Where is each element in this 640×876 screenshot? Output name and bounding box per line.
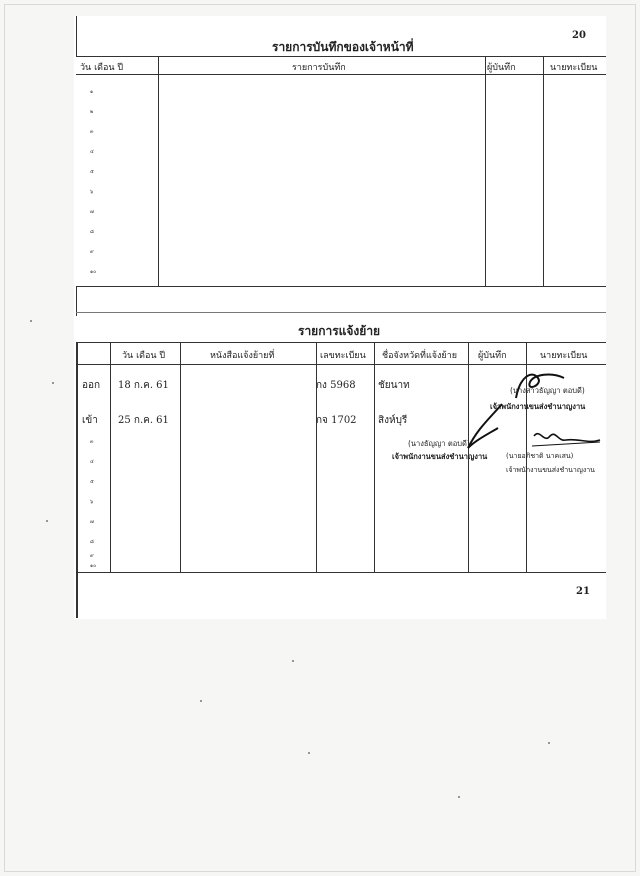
header-province: ชื่อจังหวัดที่แจ้งย้าย: [382, 351, 458, 361]
header-record: รายการบันทึก: [292, 63, 346, 73]
header-registrar: นายทะเบียน: [550, 63, 598, 73]
bottom-row-number: ๔: [90, 459, 94, 465]
left-border-top: [76, 16, 77, 56]
page-number-bottom: 21: [576, 586, 590, 597]
top-header-bottom-line: [76, 74, 606, 75]
top-row-number: ๗: [90, 209, 94, 215]
top-row-number: ๖: [90, 189, 94, 195]
top-row-number: ๑๐: [90, 269, 97, 275]
header-recorder-bottom: ผู้บันทึก: [478, 351, 507, 361]
header-transfer-doc: หนังสือแจ้งย้ายที่: [210, 351, 275, 361]
bottom-col-line-3: [316, 342, 317, 572]
top-row-number: ๙: [90, 249, 94, 255]
bottom-row-number: ๖: [90, 499, 94, 505]
bottom-row-number: ๘: [90, 539, 94, 545]
scan-speck: [46, 520, 48, 522]
top-row-number: ๘: [90, 229, 94, 235]
signature-1-title: เจ้าพนักงานขนส่งชำนาญงาน: [490, 402, 586, 411]
header-recorder: ผู้บันทึก: [487, 63, 516, 73]
signature-scribble-3: [528, 426, 604, 452]
header-plate: เลขทะเบียน: [320, 351, 366, 361]
scan-speck: [30, 320, 32, 322]
signature-2-name: (นางธัญญา ตอบดี): [408, 439, 470, 448]
top-col-line-2: [485, 56, 486, 286]
row1-plate: กง 5968: [316, 380, 356, 391]
bottom-col-line-1: [110, 342, 111, 572]
bottom-table-bottom-line: [76, 572, 606, 573]
scan-speck: [200, 700, 202, 702]
scan-speck: [548, 742, 550, 744]
bottom-row-number: ๑๐: [90, 563, 97, 569]
row2-province: สิงห์บุรี: [378, 415, 408, 426]
row2-plate: กจ 1702: [316, 415, 357, 426]
bottom-col-line-4: [374, 342, 375, 572]
scan-speck: [52, 382, 54, 384]
top-row-number: ๓: [90, 129, 94, 135]
bottom-col-line-2: [180, 342, 181, 572]
page-number-top: 20: [572, 30, 586, 41]
row2-date: 25 ก.ค. 61: [118, 415, 169, 426]
bottom-row-number: ๗: [90, 519, 94, 525]
page-break-line: [76, 312, 606, 313]
top-table-bottom-line: [76, 286, 606, 287]
section-title-transfer: รายการแจ้งย้าย: [298, 324, 381, 338]
scan-speck: [292, 660, 294, 662]
top-row-number: ๑: [90, 89, 94, 95]
top-row-number: ๒: [90, 109, 94, 115]
row1-type: ออก: [82, 380, 101, 391]
top-col-line-3: [543, 56, 544, 286]
header-registrar-bottom: นายทะเบียน: [540, 351, 588, 361]
signature-3-title: เจ้าพนักงานขนส่งชำนาญงาน: [506, 466, 595, 474]
scan-speck: [308, 752, 310, 754]
signature-2-title: เจ้าพนักงานขนส่งชำนาญงาน: [392, 452, 488, 461]
signature-3-name: (นายอภิชาติ นาคเสน): [506, 452, 574, 460]
top-header-line: [76, 56, 606, 57]
header-date-bottom: วัน เดือน ปี: [122, 351, 166, 361]
top-row-number: ๕: [90, 169, 94, 175]
row1-date: 18 ก.ค. 61: [118, 380, 169, 391]
top-row-number: ๔: [90, 149, 94, 155]
header-date: วัน เดือน ปี: [80, 63, 124, 73]
bottom-left-border: [76, 342, 78, 618]
top-col-line-1: [158, 56, 159, 286]
row2-type: เข้า: [82, 415, 98, 426]
bottom-row-number: ๕: [90, 479, 94, 485]
bottom-row-number: ๙: [90, 553, 94, 559]
scan-speck: [458, 796, 460, 798]
section-title-officer-records: รายการบันทึกของเจ้าหน้าที่: [272, 40, 414, 54]
signature-1-name: (นางสาวธัญญา ตอบดี): [510, 386, 585, 395]
bottom-row-number: ๓: [90, 439, 94, 445]
row1-province: ชัยนาท: [378, 380, 410, 391]
